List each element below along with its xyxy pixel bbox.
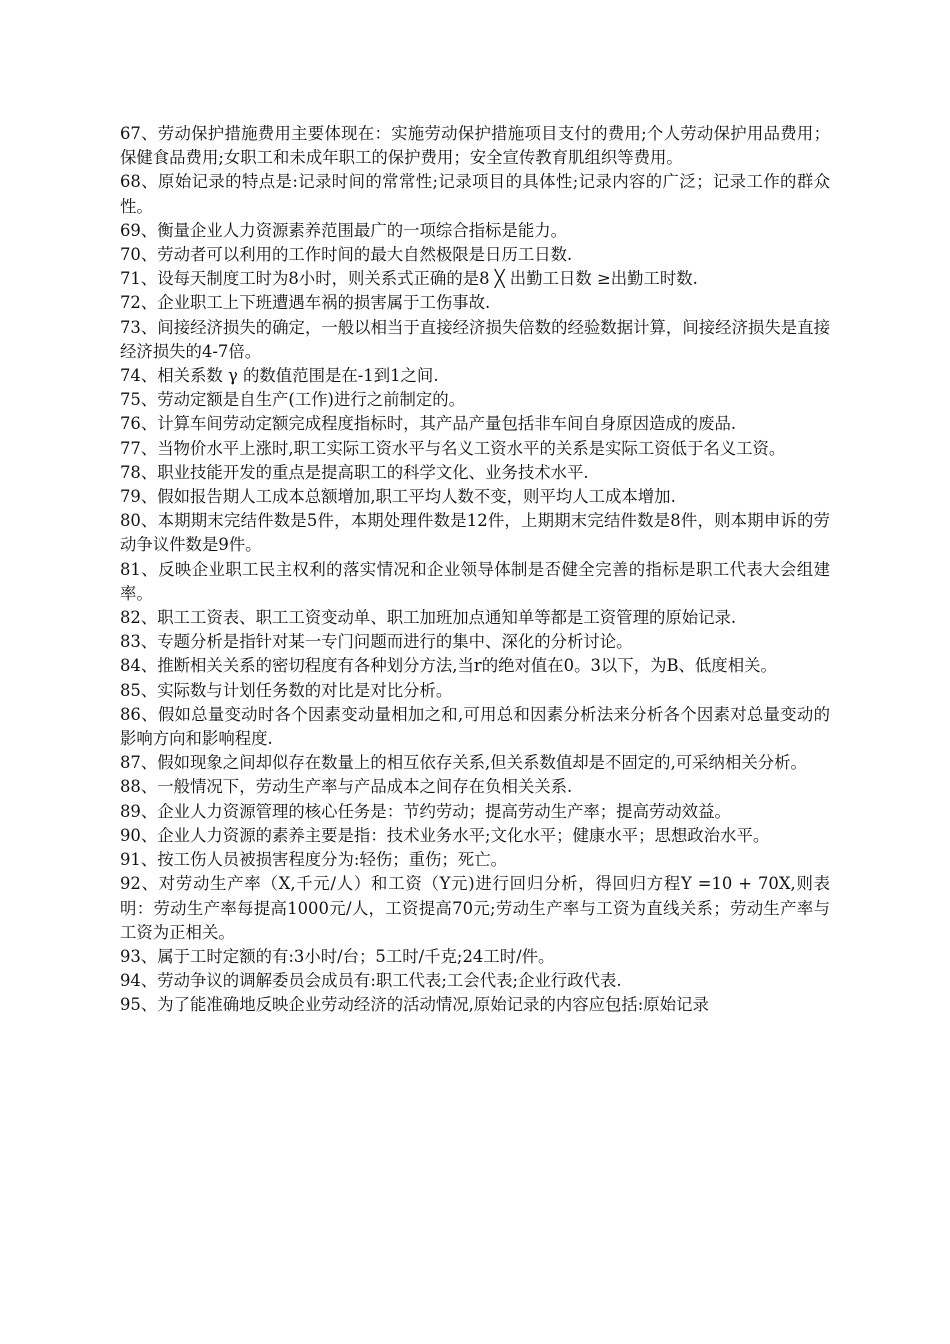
- list-item: 90、企业人力资源的素养主要是指：技术业务水平;文化水平；健康水平；思想政治水平。: [120, 825, 770, 845]
- list-item: 79、假如报告期人工成本总额增加,职工平均人数不变，则平均人工成本增加.: [120, 487, 676, 507]
- list-item: 71、设每天制度工时为8小时，则关系式正确的是8 ╳ 出勤工日数 ≥出勤工时数.: [120, 269, 698, 289]
- list-item: 75、劳动定额是自生产(工作)进行之前制定的。: [120, 390, 466, 410]
- list-item: 93、属于工时定额的有:3小时/台；5工时/千克;24工时/件。: [120, 946, 555, 966]
- list-item: 83、专题分析是指针对某一专门问题而进行的集中、深化的分析讨论。: [120, 632, 633, 652]
- list-item: 91、按工伤人员被损害程度分为:轻伤；重伤；死亡。: [120, 850, 507, 870]
- list-item: 85、实际数与计划任务数的对比是对比分析。: [120, 680, 453, 700]
- list-item: 67、劳动保护措施费用主要体现在：实施劳动保护措施项目支付的费用;个人劳动保护用品费用；保健食品费用;女职工和未成年职工的保护费用；安全宣传教育肌组织等费用。: [120, 124, 830, 168]
- list-item: 70、劳动者可以利用的工作时间的最大自然极限是日历工日数.: [120, 245, 573, 265]
- list-item: 87、假如现象之间却似存在数量上的相互依存关系,但关系数值却是不固定的,可采纳相关分析。: [120, 753, 807, 773]
- list-item: 73、间接经济损失的确定，一般以相当于直接经济损失倍数的经验数据计算，间接经济损失是直接经济损失的4-7倍。: [120, 317, 830, 361]
- list-item: 86、假如总量变动时各个因素变动量相加之和,可用总和因素分析法来分析各个因素对总量变动的影响方向和影响程度.: [120, 704, 830, 749]
- list-item: 69、衡量企业人力资源素养范围最广的一项综合指标是能力。: [120, 220, 568, 240]
- list-item: 92、对劳动生产率（X,千元/人）和工资（Y元)进行回归分析，得回归方程Y =10 + 70X,则表明：劳动生产率每提高1000元/人，工资提高70元;劳动生产率与工资为直线关系；劳动生产率与工资为正相关。: [120, 874, 830, 942]
- list-item: 77、当物价水平上涨时,职工实际工资水平与名义工资水平的关系是实际工资低于名义工资。: [120, 438, 786, 458]
- document-body: [120, 122, 830, 1018]
- list-item: 95、为了能准确地反映企业劳动经济的活动情况,原始记录的内容应包括:原始记录: [120, 995, 709, 1015]
- list-item: 89、企业人力资源管理的核心任务是：节约劳动；提高劳动生产率；提高劳动效益。: [120, 801, 731, 821]
- list-item: 80、本期期末完结件数是5件，本期处理件数是12件，上期期末完结件数是8件，则本期申诉的劳动争议件数是9件。: [120, 511, 830, 555]
- list-item: 76、计算车间劳动定额完成程度指标时，其产品产量包括非车间自身原因造成的废品.: [120, 414, 737, 434]
- list-item: 82、职工工资表、职工工资变动单、职工加班加点通知单等都是工资管理的原始记录.: [120, 608, 737, 628]
- list-item: 81、反映企业职工民主权利的落实情况和企业领导体制是否健全完善的指标是职工代表大会组建率。: [120, 559, 830, 603]
- list-item: 84、推断相关关系的密切程度有各种划分方法,当r的绝对值在0。3以下，为B、低度相关。: [120, 656, 777, 676]
- list-item: 72、企业职工上下班遭遇车祸的损害属于工伤事故.: [120, 293, 491, 313]
- list-item: 78、职业技能开发的重点是提高职工的科学文化、业务技术水平.: [120, 462, 589, 482]
- list-item: 88、一般情况下，劳动生产率与产品成本之间存在负相关关系.: [120, 777, 573, 797]
- list-item: 74、相关系数 γ 的数值范围是在-1到1之间.: [120, 366, 439, 386]
- list-item: 68、原始记录的特点是:记录时间的常常性;记录项目的具体性;记录内容的广泛；记录工作的群众性。: [120, 172, 830, 216]
- list-item: 94、劳动争议的调解委员会成员有:职工代表;工会代表;企业行政代表.: [120, 971, 622, 991]
